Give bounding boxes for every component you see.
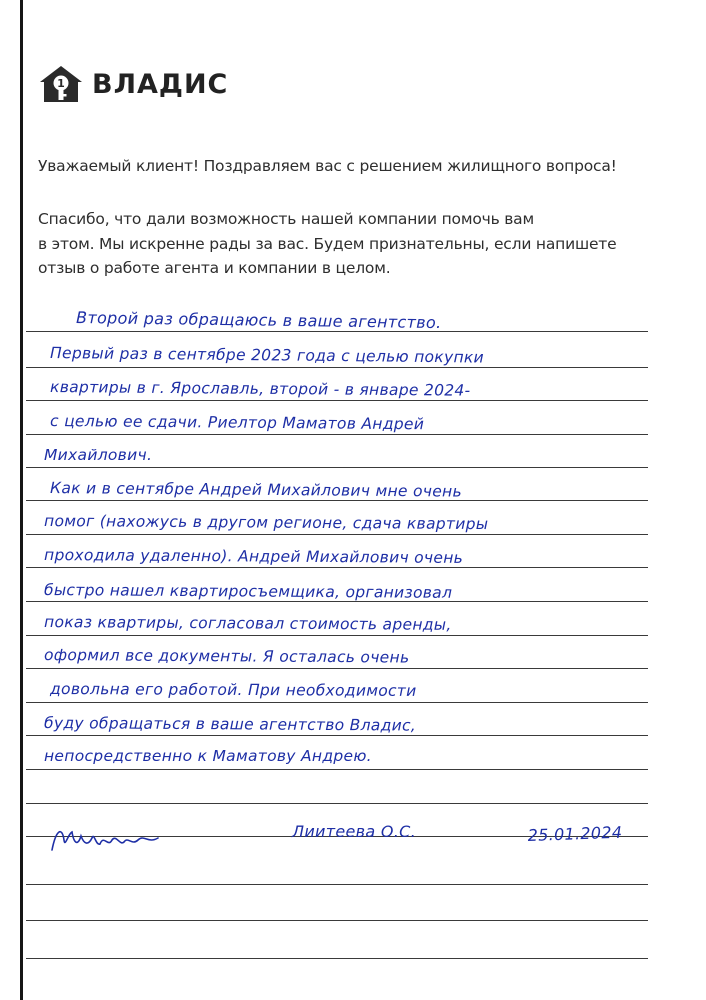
writing-line <box>26 331 648 332</box>
review-line: проходила удаленно). Андрей Михайлович очень <box>44 546 464 567</box>
intro-line: Спасибо, что дали возможность нашей компании помочь вам <box>38 210 534 228</box>
review-line: Первый раз в сентябре 2023 года с целью покупки <box>50 344 485 367</box>
greeting-text: Уважаемый клиент! Поздравляем вас с решением жилищного вопроса! <box>38 157 617 175</box>
intro-line: отзыв о работе агента и компании в целом. <box>38 259 391 277</box>
review-line: довольна его работой. При необходимости <box>50 680 417 700</box>
review-line: помог (нахожусь в другом регионе, сдача квартиры <box>44 512 489 534</box>
writing-line <box>26 635 648 636</box>
intro-paragraph <box>38 207 616 281</box>
writing-line <box>26 735 648 736</box>
writing-line <box>26 920 648 921</box>
signer-name: Лиитеева О.С. <box>292 822 416 841</box>
handwritten-signature <box>48 820 188 860</box>
review-line: с целью ее сдачи. Риелтор Маматов Андрей <box>50 412 425 434</box>
brand-name: ВЛАДИС <box>92 68 229 100</box>
writing-line <box>26 367 648 368</box>
writing-line <box>26 567 648 568</box>
logo-number: 1 <box>57 77 65 90</box>
writing-line <box>26 668 648 669</box>
writing-line <box>26 803 648 804</box>
writing-line <box>26 958 648 959</box>
writing-line <box>26 769 648 770</box>
writing-line <box>26 884 648 885</box>
page-edge-rule <box>20 0 23 1000</box>
signature-date: 25.01.2024 <box>527 822 623 845</box>
writing-line <box>26 500 648 501</box>
brand-logo <box>38 64 228 104</box>
writing-line <box>26 702 648 703</box>
writing-line <box>26 434 648 435</box>
house-key-icon <box>38 64 84 104</box>
review-line: Михайлович. <box>44 446 153 464</box>
review-line: быстро нашел квартиросъемщика, организовал <box>44 581 453 602</box>
writing-line <box>26 400 648 401</box>
review-line: показ квартиры, согласовал стоимость аренды, <box>44 613 452 634</box>
writing-line <box>26 601 648 602</box>
review-line: квартиры в г. Ярославль, второй - в январе 2024- <box>50 378 471 400</box>
review-line: оформил все документы. Я осталась очень <box>44 646 410 667</box>
review-line: Второй раз обращаюсь в ваше агентство. <box>76 308 442 333</box>
intro-line: в этом. Мы искренне рады за вас. Будем признательны, если напишете <box>38 234 617 253</box>
review-line: непосредственно к Маматову Андрею. <box>44 747 372 765</box>
writing-line <box>26 534 648 535</box>
review-line: Как и в сентябре Андрей Михайлович мне очень <box>50 479 463 501</box>
writing-line <box>26 467 648 468</box>
review-line: буду обращаться в ваше агентство Владис, <box>44 714 417 735</box>
